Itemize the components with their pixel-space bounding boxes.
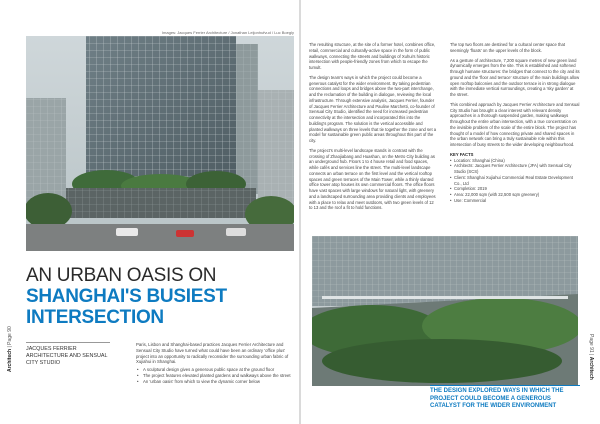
intro-bullet: • The project features elevated planted gardens and walkways above the street	[143, 373, 294, 379]
terrace-photo	[312, 236, 578, 386]
intro-bullet: • An 'urban oasis' from which to view the dynamic corner below	[143, 379, 294, 385]
headline-divider	[26, 342, 110, 343]
headline-line-1: AN URBAN OASIS ON	[26, 265, 217, 286]
folio-right: Page 91 | Architech	[588, 334, 594, 380]
keyfact-item: • Architects: Jacques Ferrier Architecture (JFA) with Sensual City Studio (SCS)	[450, 163, 580, 175]
keyfact-item: • Client: Shanghai Xujiahui Commercial Real Estate Development Co., Ltd	[450, 175, 580, 187]
photo-credit: Images: Jacques Ferrier Architecture / Jonathan Leijonhufvud / Luc Boegly	[161, 30, 294, 35]
article-headline	[26, 265, 296, 328]
byline: JACQUES FERRIER ARCHITECTURE AND SENSUAL CITY STUDIO	[26, 346, 108, 366]
article-column-2	[450, 42, 580, 204]
intro-bullets	[136, 367, 294, 384]
intro-bullet: • A sculptural design gives a generous public space at the ground floor	[143, 367, 294, 373]
building-photo	[26, 36, 294, 251]
folio-page: Page 90	[7, 326, 13, 345]
keyfacts-list	[450, 158, 580, 204]
folio-page: Page 91	[588, 334, 594, 353]
folio-brand: Architech	[588, 356, 594, 380]
intro-text	[136, 342, 294, 385]
folio-left: Architech | Page 90	[7, 326, 13, 372]
paragraph: As a gesture of architecture, 7,200 square metres of new green land dynamically emerges from the site. This is established and softened through humane structures: the bridges that connect to the city and its ground and the 'floor and terrace' structure of the main buildings allow open rooftop balconies and the outdoor terrace is in strong dialogue with the immediate vertical surroundings, creating a 'sky garden' at the street.	[450, 57, 580, 97]
keyfacts-title: KEY FACTS	[450, 151, 474, 157]
paragraph: The top two floors are destined for a cultural center space that seemingly 'floats' on the upper levels of the block.	[450, 42, 565, 53]
paragraph: This combined approach by Jacques Ferrier Architecture and Sensual City Studio has brought a clear interest with relevant density approaches in a thorough suspended garden, making walkways throughout the entire urban intersection, with a true concentration on the invisible problem of the scale of the entire block. The project has thought of a model of how connecting private and shared spaces in the urban network can bring a truly sustainable role within this intersection of busy streets to the wider developing neighbourhood.	[450, 101, 580, 147]
page-gutter	[299, 0, 301, 424]
intro-paragraph: Paris, Lisbon and Shanghai-based practices Jacques Ferrier Architecture and Sensual City Studio have turned what could have been an ordinary 'office plus' project into an opportunity to radically reconsider the surrounding urban fabric of Xujiahui in Shanghai.	[136, 342, 289, 365]
pull-quote: THE DESIGN EXPLORED WAYS IN WHICH THE PROJECT COULD BECOME A GENEROUS CATALYST FOR THE WIDER ENVIRONMENT	[430, 385, 580, 411]
keyfact-item: • Location: Shanghai (China)	[450, 158, 580, 164]
paragraph: The resulting structure, at the site of a former hotel, combines office, retail, commercial and culturally-active space in the form of public walkways, connecting the streets and buildings of Xuhui's historic intersection with people-friendly zones from which to escape the tumult.	[309, 42, 436, 70]
keyfact-item: • Use: Commercial	[450, 198, 580, 204]
paragraph: The design team's ways in which the project could become a generous catalyst for the wider environment. By taking pedestrian connections and loops and bridges above the two-part interchange, and the reclamation of the building in dialogue, reviewing the local infrastructure. Through extensive analysis, Jacques Ferrier, founder of Jacques Ferrier Architecture and Pauline Marchetti, co-founder of Sensual City Studio, identified the need for increased pedestrian connectivity at the intersection and incorporated this into the building's program. The solution is the vertical accessible and planted walkways on three levels that tie together the zone and set a model for sustainable green public areas throughout this part of the city.	[309, 74, 437, 143]
article-column-1	[309, 42, 437, 215]
headline-line-2: SHANGHAI'S BUSIEST	[26, 286, 227, 307]
paragraph: The project's multi-level landscape stands in contrast with the crossing of Zhaojiabang and Huashan, on the Metro City building as an underground hub. Floors 1 to 4 house retail and food spaces, while cafés and services line the street. The multi-level landscape connects an urban terrace on the first level and the vertical rooftop spaces and green terraces of the Main Tower, while a thinly slanted office tower atop houses its own commercial floors. The office floors have vast spaces with large windows for natural light, with greenery and a landscaped surrounding area providing clients and employees with a place to relax and meet outdoors, with two green levels of 12 to 13 and the roof a fit to hold functions.	[309, 147, 436, 211]
keyfact-item: • Completion: 2019	[450, 186, 580, 192]
folio-brand: Architech	[7, 348, 13, 372]
headline-line-3: INTERSECTION	[26, 307, 164, 328]
keyfact-item: • Area: 22,000 sqm (with 22,500 sqm greenery)	[450, 192, 580, 198]
